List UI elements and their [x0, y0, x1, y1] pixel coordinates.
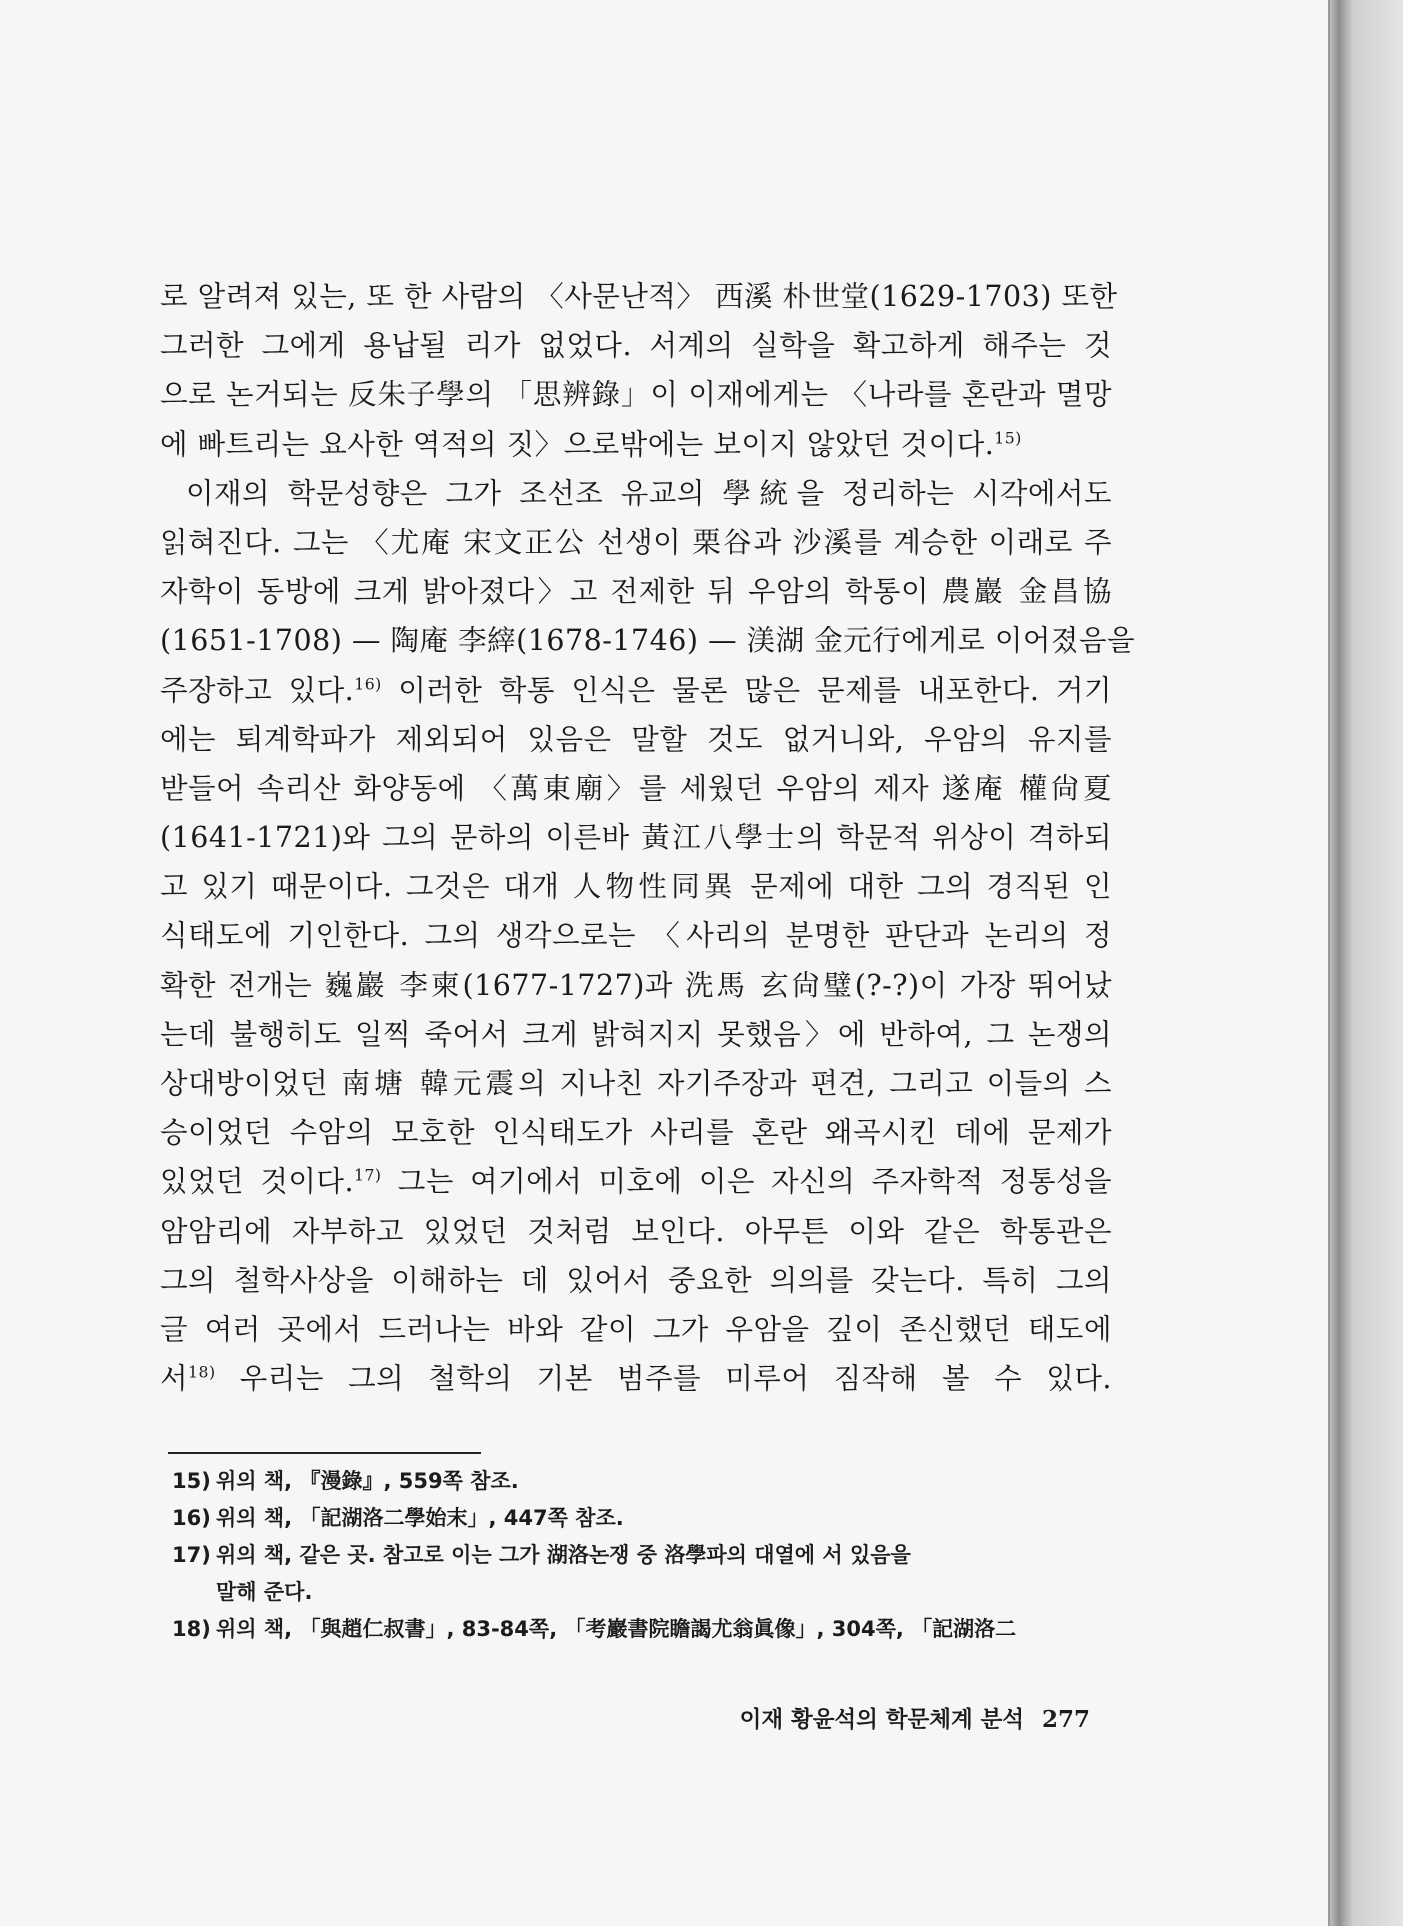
footnote-text: 위의 책, 같은 곳. 참고로 이는 그가 湖洛논쟁 중 洛學파의 대열에 서 있음을 — [216, 1543, 911, 1567]
footnote-number: 18) — [172, 1617, 211, 1641]
footnote-number: 16) — [172, 1506, 211, 1530]
page-edge — [1330, 0, 1352, 1926]
text-span: 그는 여기에서 미호에 이은 자신의 주자학적 정통성을 — [397, 1165, 1112, 1199]
body-text — [160, 272, 1136, 1403]
text-span: 에 빠트리는 요사한 역적의 짓〉으로밖에는 보이지 않았던 것이다. — [160, 427, 995, 461]
footnote-text: 위의 책, 『漫錄』, 559쪽 참조. — [216, 1469, 519, 1493]
text-line: 상대방이었던 南塘 韓元震의 지나친 자기주장과 편견, 그리고 이들의 스 — [160, 1067, 1112, 1100]
footnote-item — [172, 1500, 1116, 1537]
footnote-item — [172, 1537, 1116, 1574]
text-line — [160, 666, 1112, 715]
footnote-ref: 18) — [188, 1362, 216, 1382]
text-span: 서 — [160, 1362, 189, 1396]
page-edge-shadow — [1352, 0, 1403, 1926]
footnote-ref: 15) — [994, 428, 1022, 448]
footnotes — [172, 1463, 1116, 1648]
text-line: 자학이 동방에 크게 밝아졌다〉고 전제한 뒤 우암의 학통이 農巖 金昌協 — [160, 575, 1112, 609]
text-line: 고 있기 때문이다. 그것은 대개 人物性同異 문제에 대한 그의 경직된 인 — [160, 870, 1112, 904]
footnote-divider — [168, 1452, 481, 1454]
text-span: 주장하고 있다. — [160, 673, 355, 707]
text-line: 식태도에 기인한다. 그의 생각으로는 〈사리의 분명한 판단과 논리의 정 — [160, 919, 1112, 953]
footnote-item — [172, 1611, 1116, 1648]
text-line: 로 알려져 있는, 또 한 사람의 〈사문난적〉 西溪 朴世堂(1629-1703) 또한 — [160, 280, 1118, 313]
text-line — [160, 1157, 1112, 1206]
text-line: 는데 불행히도 일찍 죽어서 크게 밝혀지지 못했음〉에 반하여, 그 논쟁의 — [160, 1017, 1112, 1051]
footnote-number: 15) — [172, 1469, 211, 1493]
text-line: 글 여러 곳에서 드러나는 바와 같이 그가 우암을 깊이 존신했던 태도에 — [160, 1312, 1112, 1346]
footnote-ref: 17) — [354, 1165, 382, 1185]
running-title: 이재 황윤석의 학문체계 분석 — [739, 1707, 1024, 1733]
text-line: 이재의 학문성향은 그가 조선조 유교의 學統을 정리하는 시각에서도 — [186, 476, 1112, 510]
footnote-text: 위의 책, 「與趙仁叔書」, 83-84쪽, 「考巖書院瞻謁尤翁眞像」, 304쪽, 「記湖洛二 — [216, 1617, 1017, 1641]
footnote-text: 위의 책, 「記湖洛二學始末」, 447쪽 참조. — [216, 1506, 624, 1530]
footnote-item — [172, 1463, 1116, 1500]
text-line: 확한 전개는 巍巖 李柬(1677-1727)과 洗馬 玄尙璧(?-?)이 가장 뛰어났 — [160, 968, 1112, 1002]
text-line: 그의 철학사상을 이해하는 데 있어서 중요한 의의를 갖는다. 특히 그의 — [160, 1263, 1112, 1297]
text-span: 우리는 그의 철학의 기본 범주를 미루어 짐작해 볼 수 있다. — [239, 1362, 1112, 1396]
text-span: 이러한 학통 인식은 물론 많은 문제를 내포한다. 거기 — [398, 673, 1112, 707]
text-line: 암암리에 자부하고 있었던 것처럼 보인다. 아무튼 이와 같은 학통관은 — [160, 1214, 1112, 1248]
text-line: 으로 논거되는 反朱子學의 「思辨錄」이 이재에게는 〈나라를 혼란과 멸망 — [160, 378, 1112, 412]
text-line: 읽혀진다. 그는 〈尤庵 宋文正公 선생이 栗谷과 沙溪를 계승한 이래로 주 — [160, 525, 1112, 559]
text-line — [160, 1354, 1112, 1403]
text-line — [160, 420, 1112, 469]
footnote-ref: 16) — [354, 674, 382, 693]
text-line: 승이었던 수암의 모호한 인식태도가 사리를 혼란 왜곡시킨 데에 문제가 — [160, 1116, 1112, 1150]
footnote-number: 17) — [172, 1543, 211, 1567]
page-number: 277 — [1041, 1706, 1090, 1733]
text-span: 있었던 것이다. — [160, 1165, 354, 1199]
footnote-continuation: 말해 준다. — [216, 1580, 313, 1604]
text-line: (1641-1721)와 그의 문하의 이른바 黃江八學士의 학문적 위상이 격하되 — [160, 821, 1112, 855]
text-line: 받들어 속리산 화양동에 〈萬東廟〉를 세웠던 우암의 제자 遂庵 權尙夏 — [160, 771, 1112, 805]
running-footer — [680, 1702, 1090, 1734]
text-line: 에는 퇴계학파가 제외되어 있음은 말할 것도 없거니와, 우암의 유지를 — [160, 722, 1112, 756]
text-line: 그러한 그에게 용납될 리가 없었다. 서계의 실학을 확고하게 해주는 것 — [160, 329, 1112, 363]
text-line: (1651-1708) — 陶庵 李縡(1678-1746) — 渼湖 金元行에게로 이어졌음을 — [160, 624, 1136, 658]
